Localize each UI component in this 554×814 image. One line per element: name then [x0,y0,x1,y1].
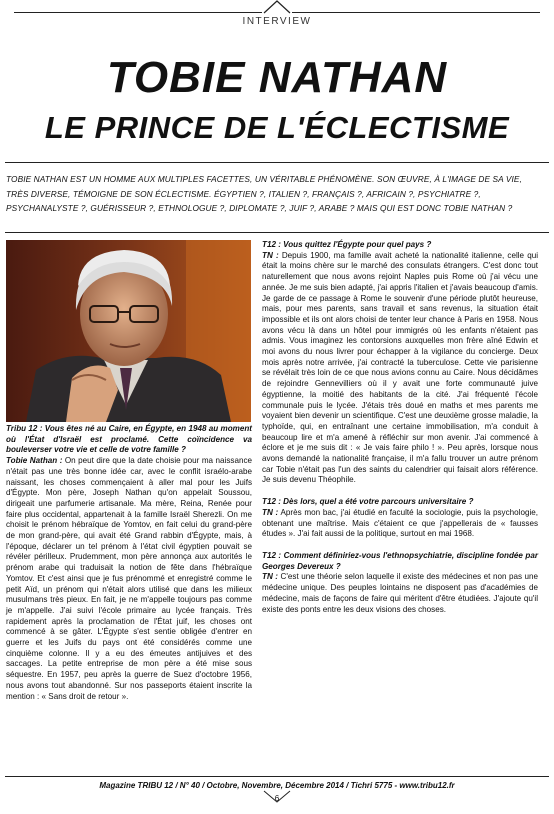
answer-3 [262,508,538,540]
speaker-label: Tobie Nathan : [6,456,63,466]
question-2: T12 : Vous quittez l'Égypte pour quel pays ? [262,240,432,249]
answer-2 [262,251,538,486]
left-column [6,424,252,702]
page-number: 6 [274,794,280,803]
portrait-photo [6,240,251,422]
question-3: T12 : Dès lors, quel a été votre parcours universitaire ? [262,497,474,507]
intro-text: TOBIE NATHAN EST UN HOMME AUX MULTIPLES FACETTES, UN VÉRITABLE PHÉNOMÈNE. SON ŒUVRE, À L'IMAGE DE SA VIE, TRÈS DIVERSE, TÉMOIGNE DE SON ÉCLECTISME. ÉGYPTIEN ?, ITALIEN ?, FRANÇAIS ?, AFRICAIN ?, PSYCHIATRE ?, PSYCHANALYSTE ?, GUÉRISSEUR ?, ETHNOLOGUE ?, DIPLOMATE ?, JUIF ?, ARABE ? MAIS QUI EST DONC TOBIE NATHAN ? [6,174,522,213]
header-chevron-icon [262,0,292,14]
section-label: INTERVIEW [242,16,312,27]
answer-2-text: Depuis 1900, ma famille avait acheté la nationalité italienne, celle qui était la moins chère sur le marché des consulats étrangers. C'est donc tout naturellement que nous avons rejoint Naples puis Rome où j'ai vécu une année. Je me suis bien adapté, j'ai appris l'italien et j'avais beaucoup d'amis. Je garde de ce passage à Rome le souvenir d'une période plutôt heureuse, mais, pour mes parents, sans travail et sans revenus, la situation était impossible et ils ont alors choisi de tenter leur chance à Paris en 1958. Nous avons vécu là dans un hôtel pour immigrés où les enfants n'étaient pas admis. Vous imaginez les contorsions auxquelles mon frère aîné Edwin et moi avons du nous livrer pour échapper à la vigilance du concierge. Deux mois après notre arrivée, j'ai contracté la tuberculose. Cette vie parisienne se révélait très loin de ce que nous avions connu au Caire. Nous décidâmes de rejoindre Gennevilliers où il y avait une forte communauté juive égyptienne, la moitié des habitants de la cité. J'ai fréquenté l'école communale puis le lycée. J'étais très doué en maths et mes parents me voyaient bien devenir un scientifique. C'est une deuxième grosse maladie, la typhoïde, qui, en entraînant une certaine immobilisation, m'a conduit à beaucoup lire et m'a amené à réfléchir sur mon avenir. J'ai commencé à éclore et je me suis dit : « Je vais faire philo ! ». Peu après, lorsque nous avons demandé la nationalité française, il m'a fallu trouver un autre prénom car Tobie n'était pas l'un des saints du calendrier qui faisait alors référence. Je suis devenu Théophile. [262,250,539,485]
footer-text: Magazine TRIBU 12 / N° 40 / Octobre, Novembre, Décembre 2014 / Tichri 5775 - www.tribu12.fr [99,781,455,790]
intro-bottom-rule [5,232,549,233]
answer-1-text: On peut dire que la date choisie pour ma naissance n'était pas une très bonne idée car, avec le conflit israélo-arabe naissant, les choses commençaient à aller mal pour les Juifs d'Égypte. Mon père, Joseph Nathan qu'on appelait Soussou, dirigeait une parfumerie artisanale. Ma mère, Reina, Renée pour faire plus occidental, appartenait à la famille Israël Sherezli. On me choisit le prénom hébraïque de Yomtov, en fait celui du grand-père de mon grand-père, qui avait été Grand rabbin d'Égypte, mais, à l'époque, déclarer un tel prénom à l'état civil égyptien pouvait se révéler périlleux. Prudemment, mon père annonça aux autorités le prénom arabe qui traduisait la notion de fête dans l'hébraïque Yomtov. Et c'est ainsi que je fus prénommé et enregistré comme le petit Aïd, un prénom qui n'était alors utilisé que dans les milieux musulmans très pieux. En fait, je ne m'appelle toujours pas comme je m'appelle. J'ai suivi l'école primaire au lycée français. Très rapidement après la proclamation de l'État juif, les choses ont commencé à se gâter. L'Égypte s'est sentie obligée d'entrer en guerre et les Juifs du pays ont été considérés comme une cinquième colonne. Il y a eu des émeutes antijuives et des saccages. La petite entreprise de mon père a été mise sous séquestre. En 1957, peu après la guerre de Suez d'octobre 1956, nous avons tout abandonné. Sur nos passeports étaient inscrite la mention : « Sans droit de retour ». [6,456,252,701]
right-column [262,240,538,615]
page-subtitle: LE PRINCE DE L'ÉCLECTISME [44,110,510,145]
intro-top-rule [5,162,549,163]
speaker-label: TN : [262,250,279,260]
question-1: Tribu 12 : Vous êtes né au Caire, en Égypte, en 1948 au moment où l'État d'Israël est proclamé. Cette coïncidence va bouleverser votre vie et celle de votre famille ? [6,424,252,455]
speaker-label: TN : [262,572,278,582]
answer-4 [262,572,538,615]
question-4: T12 : Comment définiriez-vous l'ethnopsychiatrie, discipline fondée par Georges Devereux ? [262,550,538,571]
footer-rule [5,776,549,777]
answer-4-text: C'est une théorie selon laquelle il existe des médecines et non pas une médecine unique. Des peuples lointains ne disposent pas d'académies de médecine, mais de façons de faire qui méritent d'être étudiées. J'ajoute qu'il existe des ponts entre les deux visions des choses. [262,572,539,614]
page-title: TOBIE NATHAN [106,53,448,102]
speaker-label: TN : [262,507,279,517]
answer-3-text: Après mon bac, j'ai étudié en faculté la sociologie, puis la psychologie, obtenant une maîtrise. Mais c'étaient ce que j'appellerais de « fausses études ». J'ai fait aussi de la politique, surtout en mai 1968. [262,507,538,539]
answer-1 [6,456,252,702]
